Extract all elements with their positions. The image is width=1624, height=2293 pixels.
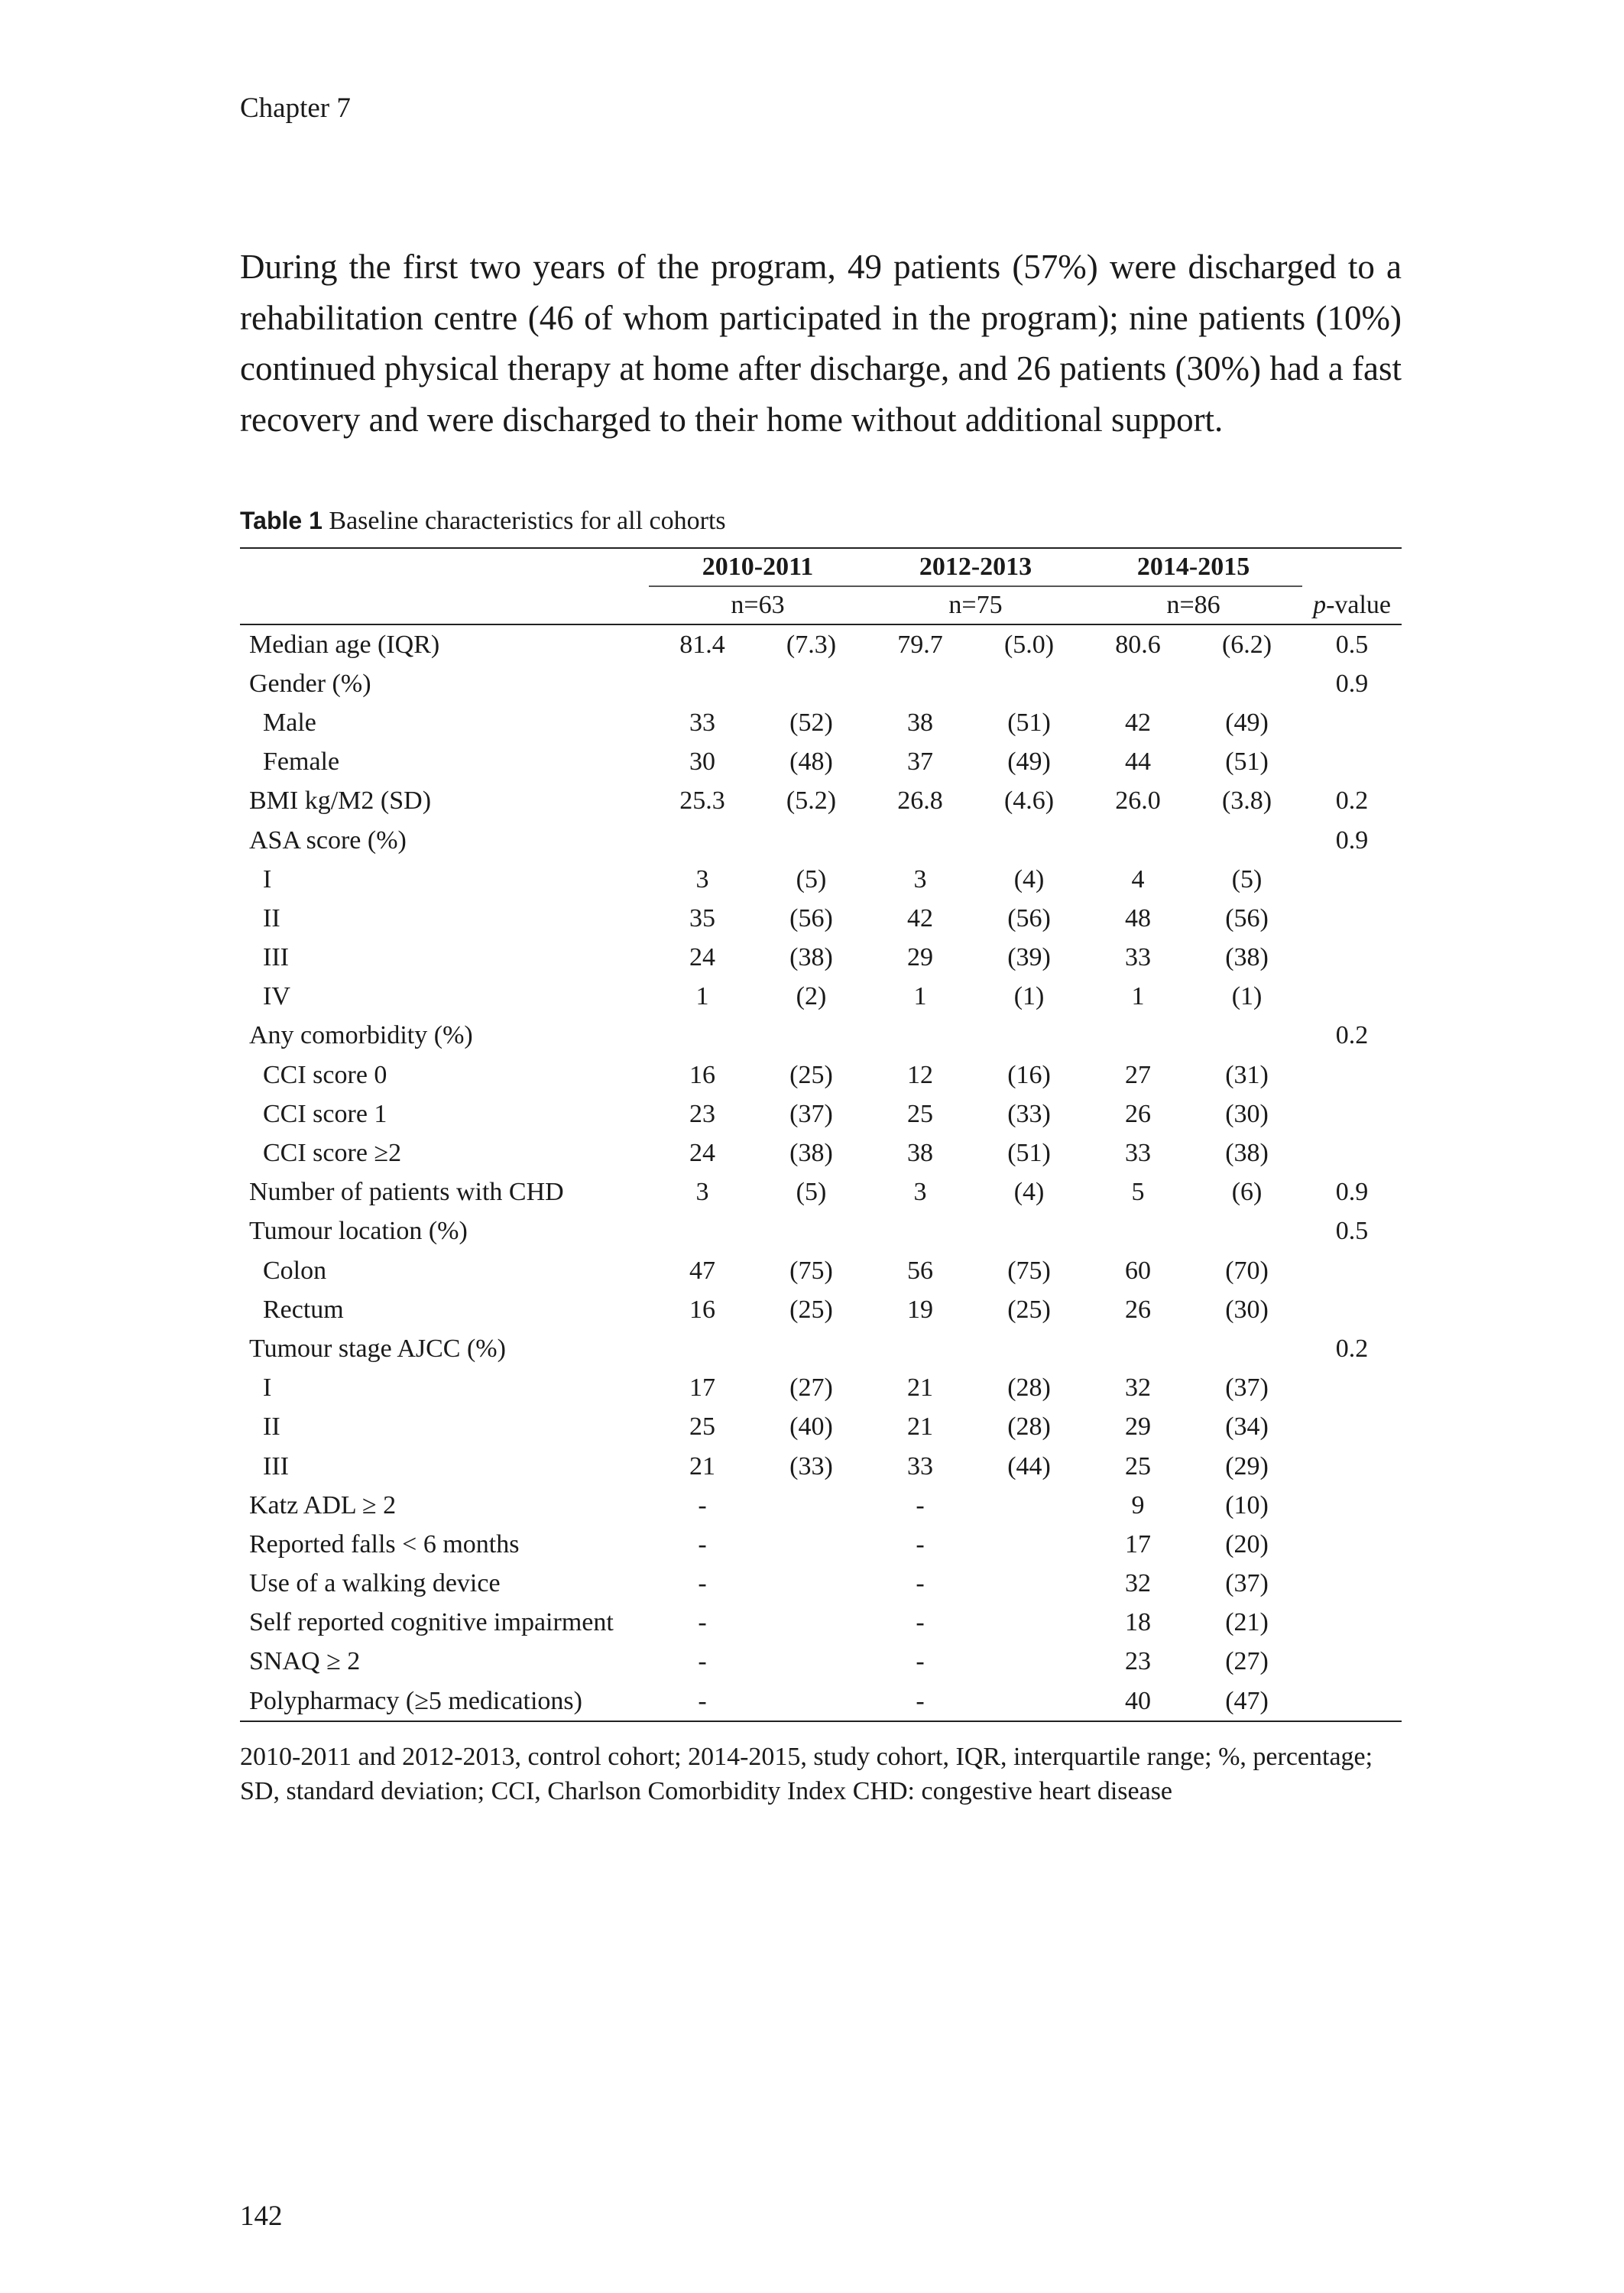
cell-percent: [756, 1486, 867, 1525]
cell-percent: (28): [1007, 1374, 1051, 1403]
row-label: Median age (IQR): [249, 630, 440, 659]
cell-value: 42: [907, 903, 934, 932]
table-row: [240, 899, 1402, 938]
row-label: III: [263, 943, 289, 972]
page-number: 142: [240, 2201, 283, 2232]
header-group-n: n=63: [649, 586, 867, 624]
cell-percent: [756, 1565, 867, 1604]
cell-value: 81.4: [679, 630, 725, 659]
table-row: [240, 939, 1402, 978]
cell-pvalue: 0.2: [1335, 1334, 1369, 1363]
cell-percent: (34): [1225, 1412, 1269, 1442]
header-blank: [240, 586, 649, 624]
header-pvalue-rest: -value: [1326, 590, 1392, 619]
table-row: [240, 624, 1402, 664]
cell-percent: [756, 1212, 867, 1251]
table-row: [240, 1604, 1402, 1643]
cell-percent: (25): [1007, 1295, 1051, 1324]
cell-percent: (30): [1225, 1295, 1269, 1324]
cell-percent: [974, 1486, 1084, 1525]
cell-percent: [756, 1643, 867, 1682]
header-row-years: [240, 548, 1402, 586]
cell-value: 47: [689, 1256, 715, 1285]
cell-percent: (5): [796, 1178, 827, 1207]
cell-value: 29: [1125, 1412, 1152, 1442]
cell-percent: (2): [796, 982, 827, 1011]
cell-value: 26: [1125, 1099, 1152, 1128]
cell-pvalue: [1302, 978, 1402, 1017]
cell-value: [867, 664, 974, 703]
cell-percent: (40): [789, 1412, 833, 1442]
cell-value: 5: [1131, 1178, 1145, 1207]
cell-percent: (20): [1225, 1529, 1269, 1558]
cell-percent: (5.2): [786, 786, 837, 816]
cell-pvalue: [1302, 703, 1402, 742]
cell-pvalue: [1302, 1525, 1402, 1564]
cell-value: 21: [907, 1412, 934, 1442]
cell-pvalue: 0.9: [1335, 669, 1369, 698]
row-label: II: [263, 903, 280, 932]
cell-pvalue: 0.2: [1335, 786, 1369, 816]
cell-value: 17: [689, 1374, 715, 1403]
cell-value: 26.8: [897, 786, 943, 816]
cell-percent: (27): [789, 1374, 833, 1403]
cell-pvalue: 0.9: [1335, 1178, 1369, 1207]
cell-percent: (56): [1007, 903, 1051, 932]
cell-percent: (7.3): [786, 630, 837, 659]
cell-value: [867, 821, 974, 860]
cell-value: [649, 1329, 756, 1368]
row-label: SNAQ ≥ 2: [249, 1647, 361, 1676]
cell-value: 24: [689, 943, 715, 972]
cell-value: 3: [913, 1178, 927, 1207]
cell-percent: (10): [1225, 1490, 1269, 1519]
cell-value: -: [698, 1529, 707, 1558]
cell-value: [867, 1212, 974, 1251]
row-label: CCI score ≥2: [263, 1139, 402, 1168]
cell-value: 12: [907, 1060, 934, 1089]
cell-value: [649, 1017, 756, 1056]
table-body: [240, 624, 1402, 1721]
cell-percent: [1191, 1212, 1302, 1251]
cell-pvalue: [1302, 1134, 1402, 1172]
cell-value: 3: [913, 864, 927, 894]
cell-value: -: [698, 1647, 707, 1676]
header-group-n: n=75: [867, 586, 1084, 624]
cell-value: 9: [1131, 1490, 1145, 1519]
baseline-characteristics-table: [240, 547, 1402, 1722]
cell-percent: [974, 664, 1084, 703]
row-label: Self reported cognitive impairment: [249, 1608, 614, 1637]
table-row: [240, 1525, 1402, 1564]
cell-percent: [1191, 821, 1302, 860]
table-row: [240, 1056, 1402, 1095]
cell-percent: [974, 1604, 1084, 1643]
cell-value: 19: [907, 1295, 934, 1324]
cell-value: 33: [907, 1451, 934, 1481]
cell-pvalue: [1302, 860, 1402, 899]
cell-percent: (5): [1231, 864, 1263, 894]
cell-pvalue: [1302, 1604, 1402, 1643]
cell-value: 25.3: [679, 786, 725, 816]
cell-percent: [756, 1604, 867, 1643]
cell-percent: (56): [1225, 903, 1269, 932]
row-label: Number of patients with CHD: [249, 1178, 564, 1207]
cell-value: 1: [913, 982, 927, 1011]
cell-value: 24: [689, 1139, 715, 1168]
cell-percent: [974, 821, 1084, 860]
cell-percent: (48): [789, 748, 833, 777]
cell-percent: (25): [789, 1295, 833, 1324]
cell-value: [1084, 1212, 1191, 1251]
cell-value: 44: [1125, 748, 1152, 777]
row-label: Any comorbidity (%): [249, 1021, 473, 1050]
cell-percent: (21): [1225, 1608, 1269, 1637]
cell-value: [1084, 821, 1191, 860]
cell-value: -: [916, 1608, 925, 1637]
cell-value: 35: [689, 903, 715, 932]
header-pvalue-italic: p: [1313, 590, 1327, 619]
cell-value: 42: [1125, 708, 1152, 737]
table-row: [240, 978, 1402, 1017]
row-label: Use of a walking device: [249, 1569, 501, 1598]
cell-pvalue: [1302, 939, 1402, 978]
cell-percent: [756, 1525, 867, 1564]
cell-percent: (29): [1225, 1451, 1269, 1481]
cell-value: [1084, 1329, 1191, 1368]
cell-value: -: [916, 1569, 925, 1598]
cell-percent: (37): [789, 1099, 833, 1128]
cell-value: 80.6: [1115, 630, 1161, 659]
cell-value: 40: [1084, 1682, 1191, 1721]
cell-percent: (16): [1007, 1060, 1051, 1089]
cell-value: -: [916, 1490, 925, 1519]
table-row: [240, 1369, 1402, 1408]
cell-pvalue: [1302, 743, 1402, 782]
table-row: [240, 1486, 1402, 1525]
cell-pvalue: [1302, 899, 1402, 938]
cell-percent: [974, 1565, 1084, 1604]
cell-percent: (31): [1225, 1060, 1269, 1089]
cell-percent: [974, 1329, 1084, 1368]
cell-percent: (27): [1225, 1647, 1269, 1676]
cell-value: 26: [1125, 1295, 1152, 1324]
cell-value: 23: [1125, 1647, 1152, 1676]
cell-pvalue: [1302, 1408, 1402, 1447]
cell-percent: (3.8): [1221, 786, 1272, 816]
cell-percent: (51): [1225, 748, 1269, 777]
cell-value: 16: [689, 1295, 715, 1324]
table-row: [240, 664, 1402, 703]
cell-percent: (33): [789, 1451, 833, 1481]
cell-percent: (37): [1225, 1569, 1269, 1598]
cell-value: 33: [689, 708, 715, 737]
cell-value: 79.7: [897, 630, 943, 659]
cell-pvalue: 0.5: [1335, 630, 1369, 659]
cell-value: [1084, 664, 1191, 703]
cell-value: 16: [689, 1060, 715, 1089]
cell-percent: (6): [1231, 1178, 1263, 1207]
cell-pvalue: [1302, 1290, 1402, 1329]
header-blank: [240, 548, 649, 586]
row-label: Male: [263, 708, 316, 737]
cell-percent: (6.2): [1221, 630, 1272, 659]
header-group-years: 2010-2011: [649, 548, 867, 586]
cell-percent: (1): [1013, 982, 1045, 1011]
cell-percent: [756, 821, 867, 860]
cell-percent: (75): [1007, 1256, 1051, 1285]
cell-value: -: [698, 1490, 707, 1519]
cell-value: 32: [1125, 1569, 1152, 1598]
table-row: [240, 1329, 1402, 1368]
cell-pvalue: [1302, 1251, 1402, 1290]
cell-percent: [756, 1682, 867, 1721]
cell-percent: (28): [1007, 1412, 1051, 1442]
chapter-heading: Chapter 7: [240, 92, 351, 124]
cell-value: 48: [1125, 903, 1152, 932]
cell-value: 25: [689, 1412, 715, 1442]
cell-percent: (5.0): [1003, 630, 1055, 659]
table-row: [240, 1095, 1402, 1134]
cell-percent: (51): [1007, 708, 1051, 737]
cell-percent: (52): [789, 708, 833, 737]
cell-value: 1: [695, 982, 709, 1011]
cell-percent: (44): [1007, 1451, 1051, 1481]
cell-value: 17: [1125, 1529, 1152, 1558]
cell-percent: (51): [1007, 1139, 1051, 1168]
cell-value: 18: [1125, 1608, 1152, 1637]
cell-value: 3: [695, 864, 709, 894]
cell-percent: [756, 1017, 867, 1056]
cell-percent: (75): [789, 1256, 833, 1285]
cell-pvalue: [1302, 1056, 1402, 1095]
cell-percent: (38): [1225, 1139, 1269, 1168]
cell-percent: (38): [789, 1139, 833, 1168]
header-group-years: 2012-2013: [867, 548, 1084, 586]
table-row: [240, 1643, 1402, 1682]
table-footnote: 2010-2011 and 2012-2013, control cohort; 2014-2015, study cohort, IQR, interquartile range; %, percentage; SD, standard deviation; CCI, Charlson Comorbidity Index CHD: congestive heart disease: [240, 1743, 1373, 1805]
cell-percent: (39): [1007, 943, 1051, 972]
cell-percent: (4.6): [1003, 786, 1055, 816]
table-caption-text: Baseline characteristics for all cohorts: [322, 507, 726, 535]
header-group-n: n=86: [1084, 586, 1302, 624]
row-label: CCI score 1: [263, 1099, 387, 1128]
cell-value: 25: [907, 1099, 934, 1128]
table-row: [240, 743, 1402, 782]
cell-percent: (70): [1225, 1256, 1269, 1285]
cell-pvalue: 0.2: [1335, 1021, 1369, 1050]
row-label: Tumour location (%): [249, 1217, 468, 1246]
cell-value: 56: [907, 1256, 934, 1285]
cell-percent: (4): [1013, 864, 1045, 894]
table-row: [240, 1565, 1402, 1604]
row-label: I: [263, 864, 272, 894]
cell-percent: [974, 1682, 1084, 1721]
table-row: [240, 1290, 1402, 1329]
cell-percent: (38): [1225, 943, 1269, 972]
table-row: [240, 1251, 1402, 1290]
cell-value: -: [916, 1529, 925, 1558]
cell-value: [649, 1212, 756, 1251]
cell-percent: (37): [1225, 1374, 1269, 1403]
cell-value: 33: [1125, 943, 1152, 972]
cell-pvalue: [1302, 1095, 1402, 1134]
row-label: Polypharmacy (≥5 medications): [240, 1682, 649, 1721]
cell-percent: [974, 1017, 1084, 1056]
cell-value: 4: [1131, 864, 1145, 894]
row-label: II: [263, 1412, 280, 1442]
cell-value: 1: [1131, 982, 1145, 1011]
cell-value: -: [649, 1682, 756, 1721]
cell-value: 21: [689, 1451, 715, 1481]
cell-value: 3: [695, 1178, 709, 1207]
header-group-years: 2014-2015: [1084, 548, 1302, 586]
table-row: [240, 860, 1402, 899]
cell-value: -: [698, 1608, 707, 1637]
table-row: [240, 1212, 1402, 1251]
table-caption-label: Table 1: [240, 507, 323, 534]
cell-percent: (56): [789, 903, 833, 932]
row-label: Reported falls < 6 months: [249, 1529, 520, 1558]
header-row-n: [240, 586, 1402, 624]
table-caption: [240, 506, 726, 537]
cell-percent: [974, 1643, 1084, 1682]
row-label: IV: [263, 982, 290, 1011]
cell-value: 60: [1125, 1256, 1152, 1285]
intro-paragraph: During the first two years of the program, 49 patients (57%) were discharged to a rehabilitation centre (46 of whom participated in the program); nine patients (10%) continued physical therapy at home after discharge, and 26 patients (30%) had a fast recovery and were discharged to their home without additional support.: [240, 248, 1402, 439]
row-label: I: [263, 1374, 272, 1403]
cell-pvalue: [1302, 1565, 1402, 1604]
row-label: Female: [263, 748, 340, 777]
table-row: [240, 1408, 1402, 1447]
cell-value: 32: [1125, 1374, 1152, 1403]
cell-value: 38: [907, 1139, 934, 1168]
row-label: Rectum: [263, 1295, 344, 1324]
cell-percent: (38): [789, 943, 833, 972]
cell-pvalue: [1302, 1369, 1402, 1408]
row-label: CCI score 0: [263, 1060, 387, 1089]
row-label: Katz ADL ≥ 2: [249, 1490, 397, 1519]
table-row: [240, 1017, 1402, 1056]
cell-value: [649, 821, 756, 860]
row-label: III: [263, 1451, 289, 1481]
table-row: [240, 1682, 1402, 1721]
cell-pvalue: [1302, 1447, 1402, 1486]
table-row: [240, 1134, 1402, 1172]
cell-percent: (49): [1007, 748, 1051, 777]
table-row: [240, 782, 1402, 821]
cell-value: [867, 1017, 974, 1056]
cell-percent: (1): [1231, 982, 1263, 1011]
cell-pvalue: [1302, 1486, 1402, 1525]
cell-value: 27: [1125, 1060, 1152, 1089]
cell-value: 25: [1125, 1451, 1152, 1481]
cell-percent: (47): [1191, 1682, 1302, 1721]
cell-value: [1084, 1017, 1191, 1056]
header-pvalue: [1302, 586, 1402, 624]
cell-value: 29: [907, 943, 934, 972]
cell-percent: [1191, 664, 1302, 703]
header-blank: [1302, 548, 1402, 586]
cell-pvalue: 0.9: [1335, 825, 1369, 855]
cell-percent: [1191, 1017, 1302, 1056]
cell-percent: (30): [1225, 1099, 1269, 1128]
row-label: Colon: [263, 1256, 327, 1285]
row-label: Tumour stage AJCC (%): [249, 1334, 506, 1363]
cell-value: 33: [1125, 1139, 1152, 1168]
cell-value: 30: [689, 748, 715, 777]
table-row: [240, 1173, 1402, 1212]
cell-value: -: [867, 1682, 974, 1721]
cell-percent: [974, 1525, 1084, 1564]
cell-pvalue: 0.5: [1335, 1217, 1369, 1246]
row-label: Gender (%): [249, 669, 371, 698]
cell-percent: (49): [1225, 708, 1269, 737]
table-header: [240, 548, 1402, 624]
cell-value: [649, 664, 756, 703]
cell-percent: (4): [1013, 1178, 1045, 1207]
cell-percent: [756, 664, 867, 703]
table-row: [240, 821, 1402, 860]
cell-value: -: [916, 1647, 925, 1676]
cell-value: 23: [689, 1099, 715, 1128]
cell-value: 38: [907, 708, 934, 737]
cell-percent: [756, 1329, 867, 1368]
cell-pvalue: [1302, 1682, 1402, 1721]
table-row: [240, 703, 1402, 742]
cell-percent: (25): [789, 1060, 833, 1089]
cell-percent: (33): [1007, 1099, 1051, 1128]
cell-percent: [974, 1212, 1084, 1251]
cell-percent: [1191, 1329, 1302, 1368]
cell-percent: (5): [796, 864, 827, 894]
cell-value: -: [698, 1569, 707, 1598]
cell-value: 37: [907, 748, 934, 777]
row-label: ASA score (%): [249, 825, 407, 855]
cell-value: 21: [907, 1374, 934, 1403]
cell-value: [867, 1329, 974, 1368]
baseline-table-container: [240, 547, 1402, 1722]
cell-pvalue: [1302, 1643, 1402, 1682]
row-label: BMI kg/M2 (SD): [249, 786, 432, 816]
cell-value: 26.0: [1115, 786, 1161, 816]
table-row: [240, 1447, 1402, 1486]
